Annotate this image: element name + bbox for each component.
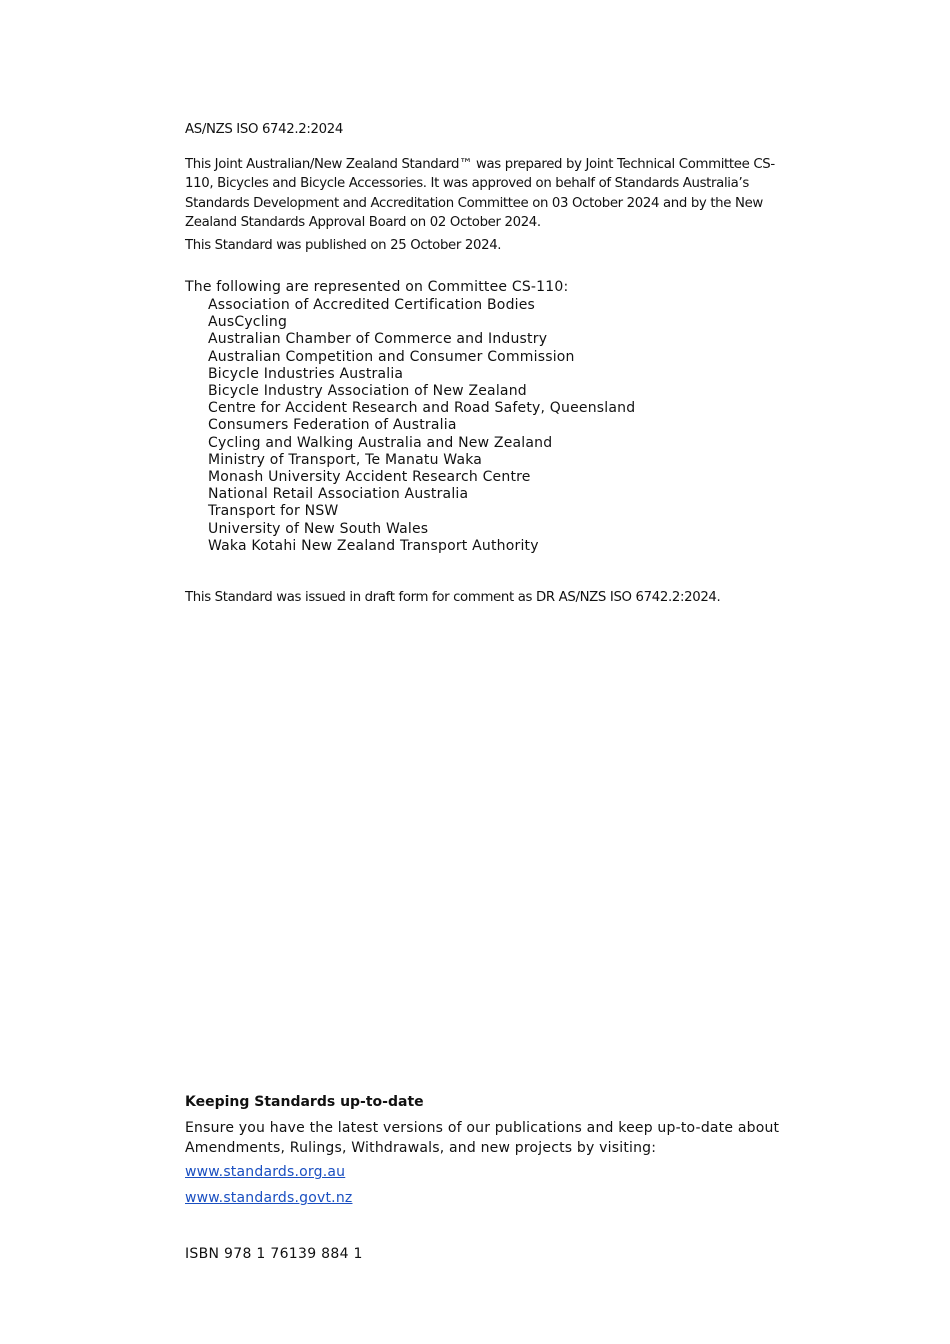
committee-member: Waka Kotahi New Zealand Transport Authority: [208, 537, 539, 554]
standards-nz-link[interactable]: www.standards.govt.nz: [185, 1190, 353, 1206]
committee-member: University of New South Wales: [208, 520, 429, 537]
committee-member: AusCycling: [208, 314, 288, 331]
standard-id: AS/NZS ISO 6742.2:2024: [185, 122, 343, 137]
committee-section: [185, 278, 805, 555]
standards-australia-link[interactable]: www.standards.org.au: [185, 1164, 346, 1180]
isbn: ISBN 978 1 76139 884 1: [185, 1246, 363, 1262]
keeping-up-to-date-body: Ensure you have the latest versions of our publications and keep up-to-date about Amendments, Rulings, Withdrawals, and new projects by visiting:: [185, 1120, 780, 1156]
committee-member: Ministry of Transport, Te Manatu Waka: [208, 451, 483, 468]
committee-member: Cycling and Walking Australia and New Zealand: [208, 434, 553, 451]
committee-member: Bicycle Industry Association of New Zealand: [208, 383, 527, 400]
committee-member: Consumers Federation of Australia: [208, 417, 457, 434]
committee-member-list: [185, 297, 805, 555]
committee-member: Association of Accredited Certification Bodies: [208, 297, 536, 313]
preparation-statement: This Joint Australian/New Zealand Standard™ was prepared by Joint Technical Committee CS-110, Bicycles and Bicycle Accessories. It was approved on behalf of Standards Australia’s Standards Development and Accreditation Committee on 03 October 2024 and by the New Zealand Standards Approval Board on 02 October 2024.: [185, 157, 775, 230]
committee-member: Australian Chamber of Commerce and Industry: [208, 331, 548, 348]
committee-member: Australian Competition and Consumer Commission: [208, 348, 575, 365]
committee-member: Bicycle Industries Australia: [208, 365, 404, 382]
committee-member: Transport for NSW: [208, 503, 339, 520]
committee-member: National Retail Association Australia: [208, 486, 469, 503]
draft-statement: This Standard was issued in draft form for comment as DR AS/NZS ISO 6742.2:2024.: [185, 590, 721, 605]
publication-statement: This Standard was published on 25 October 2024.: [185, 238, 502, 253]
committee-member: Monash University Accident Research Centre: [208, 469, 531, 486]
committee-intro: The following are represented on Committee CS-110:: [185, 279, 569, 295]
committee-member: Centre for Accident Research and Road Safety, Queensland: [208, 400, 636, 417]
keeping-up-to-date-heading: Keeping Standards up-to-date: [185, 1094, 424, 1110]
